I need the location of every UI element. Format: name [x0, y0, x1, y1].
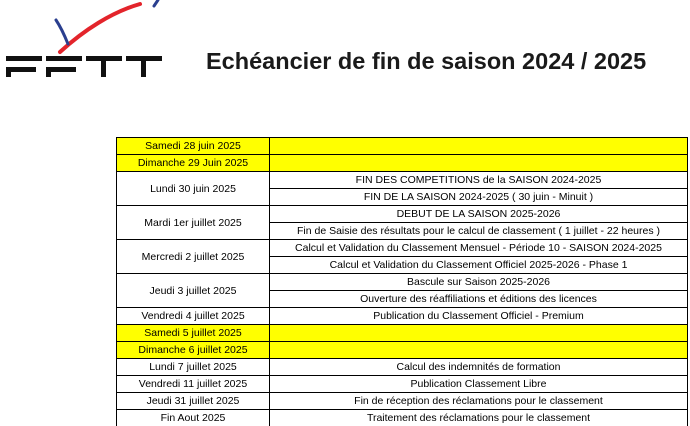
table-row — [117, 359, 688, 376]
table-row — [117, 172, 688, 189]
table-row — [117, 325, 688, 342]
event-cell: Calcul et Validation du Classement Officiel 2025-2026 - Phase 1 — [270, 257, 688, 274]
date-cell: Jeudi 3 juillet 2025 — [117, 274, 270, 308]
schedule-table — [116, 137, 688, 426]
event-cell: Publication du Classement Officiel - Premium — [270, 308, 688, 325]
event-cell — [270, 155, 688, 172]
event-cell: Fin de réception des réclamations pour le classement — [270, 393, 688, 410]
table-row — [117, 410, 688, 426]
date-cell: Dimanche 29 Juin 2025 — [117, 155, 270, 172]
event-cell — [270, 325, 688, 342]
date-cell: Jeudi 31 juillet 2025 — [117, 393, 270, 410]
date-cell: Fin Aout 2025 — [117, 410, 270, 426]
table-row — [117, 206, 688, 223]
date-cell: Samedi 5 juillet 2025 — [117, 325, 270, 342]
event-cell: Bascule sur Saison 2025-2026 — [270, 274, 688, 291]
table-row — [117, 342, 688, 359]
event-cell: DEBUT DE LA SAISON 2025-2026 — [270, 206, 688, 223]
event-cell — [270, 342, 688, 359]
event-cell: FIN DES COMPETITIONS de la SAISON 2024-2025 — [270, 172, 688, 189]
event-cell: Calcul et Validation du Classement Mensuel - Période 10 - SAISON 2024-2025 — [270, 240, 688, 257]
date-cell: Mardi 1er juillet 2025 — [117, 206, 270, 240]
date-cell: Samedi 28 juin 2025 — [117, 138, 270, 155]
event-cell: Publication Classement Libre — [270, 376, 688, 393]
date-cell: Lundi 7 juillet 2025 — [117, 359, 270, 376]
event-cell: Ouverture des réaffiliations et éditions des licences — [270, 291, 688, 308]
table-row — [117, 308, 688, 325]
table-row — [117, 240, 688, 257]
event-cell: Calcul des indemnités de formation — [270, 359, 688, 376]
table-row — [117, 376, 688, 393]
date-cell: Lundi 30 juin 2025 — [117, 172, 270, 206]
table-row — [117, 138, 688, 155]
fftt-logo-graphic — [2, 0, 172, 86]
date-cell: Mercredi 2 juillet 2025 — [117, 240, 270, 274]
table-row — [117, 393, 688, 410]
date-cell: Vendredi 11 juillet 2025 — [117, 376, 270, 393]
table-row — [117, 274, 688, 291]
page-title: Echéancier de fin de saison 2024 / 2025 — [206, 48, 647, 74]
fftt-logo — [2, 0, 172, 86]
table-row — [117, 155, 688, 172]
date-cell: Dimanche 6 juillet 2025 — [117, 342, 270, 359]
date-cell: Vendredi 4 juillet 2025 — [117, 308, 270, 325]
event-cell: Fin de Saisie des résultats pour le calcul de classement ( 1 juillet - 22 heures ) — [270, 223, 688, 240]
event-cell: Traitement des réclamations pour le classement — [270, 410, 688, 426]
event-cell — [270, 138, 688, 155]
event-cell: FIN DE LA SAISON 2024-2025 ( 30 juin - Minuit ) — [270, 189, 688, 206]
